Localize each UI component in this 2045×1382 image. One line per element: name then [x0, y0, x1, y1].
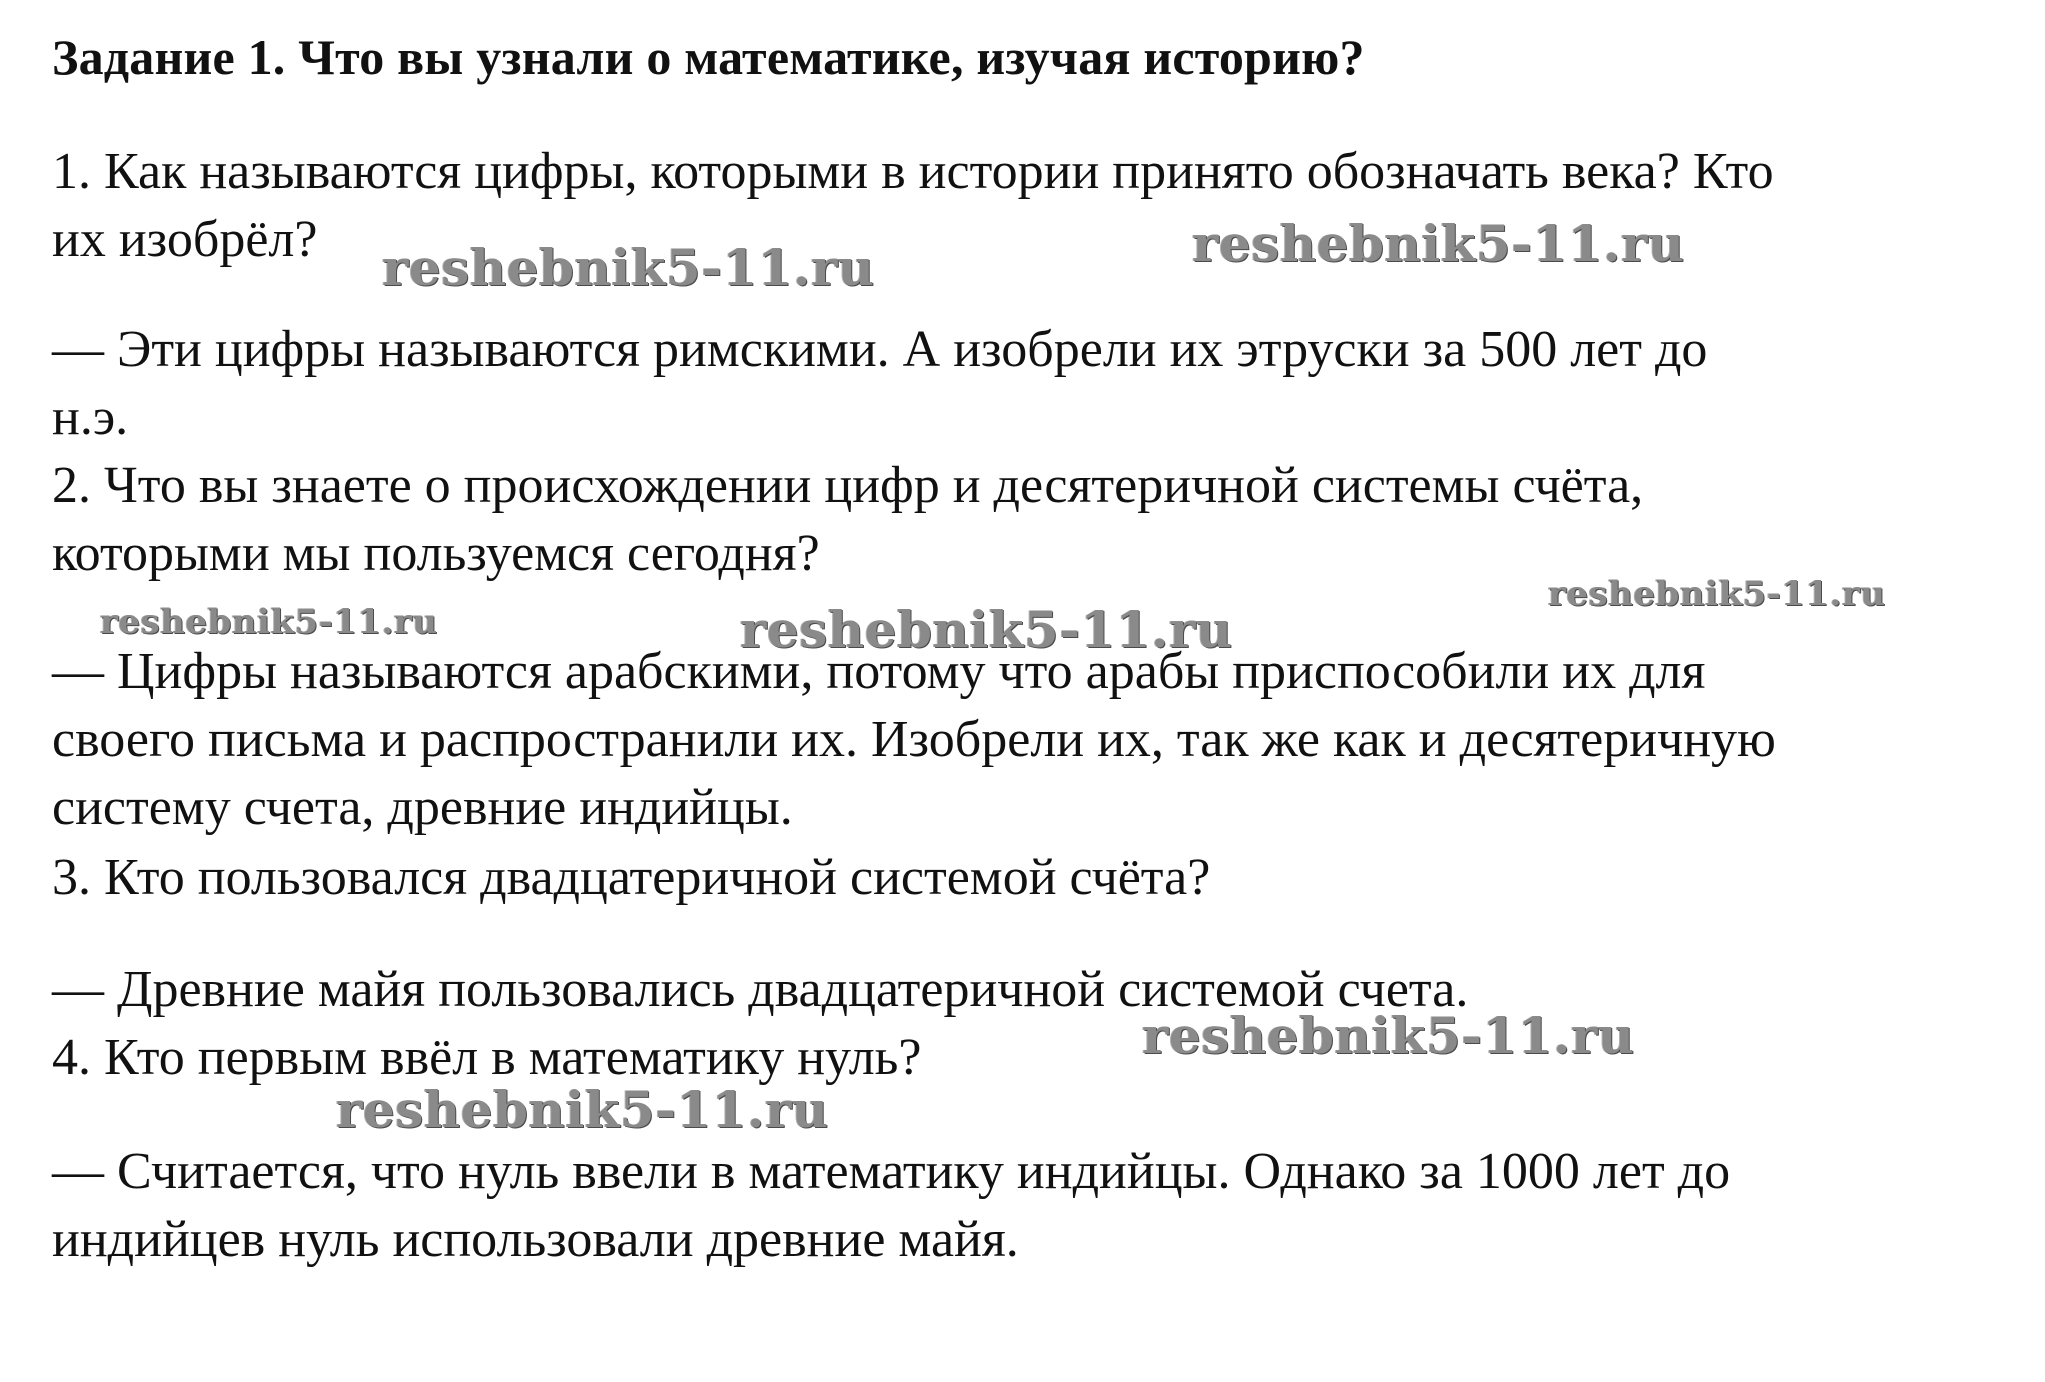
watermark: reshebnik5-11.ru: [336, 1080, 829, 1139]
answer-4-line-1: — Считается, что нуль ввели в математику индийцы. Однако за 1000 лет до: [52, 1143, 1731, 1200]
answer-2-line-2: своего письма и распространили их. Изобрели их, так же как и десятеричную: [52, 711, 1776, 768]
question-2-line-1: 2. Что вы знаете о происхождении цифр и десятеричной системы счёта,: [52, 457, 1644, 514]
answer-1-line-1: — Эти цифры называются римскими. А изобрели их этруски за 500 лет до: [52, 321, 1708, 378]
watermark: reshebnik5-11.ru: [100, 602, 438, 642]
answer-1-line-2: н.э.: [52, 389, 129, 446]
question-2-line-2: которыми мы пользуемся сегодня?: [52, 525, 820, 582]
answer-3-line-1: — Древние майя пользовались двадцатеричной системой счета.: [52, 961, 1469, 1018]
question-4-line-1: 4. Кто первым ввёл в математику нуль?: [52, 1029, 922, 1086]
task-title: Задание 1. Что вы узнали о математике, изучая историю?: [52, 29, 1365, 85]
answer-4-line-2: индийцев нуль использовали древние майя.: [52, 1211, 1019, 1268]
question-1-line-2: их изобрёл?: [52, 211, 318, 268]
watermark: reshebnik5-11.ru: [1192, 214, 1685, 273]
question-3-line-1: 3. Кто пользовался двадцатеричной системой счёта?: [52, 849, 1211, 906]
watermark: reshebnik5-11.ru: [1548, 574, 1886, 614]
question-1-line-1: 1. Как называются цифры, которыми в истории принято обозначать века? Кто: [52, 143, 1774, 200]
watermark: reshebnik5-11.ru: [382, 238, 875, 297]
answer-2-line-1: — Цифры называются арабскими, потому что арабы приспособили их для: [52, 643, 1706, 700]
watermark: reshebnik5-11.ru: [1142, 1006, 1635, 1065]
watermark: reshebnik5-11.ru: [740, 600, 1233, 659]
answer-2-line-3: систему счета, древние индийцы.: [52, 779, 793, 836]
